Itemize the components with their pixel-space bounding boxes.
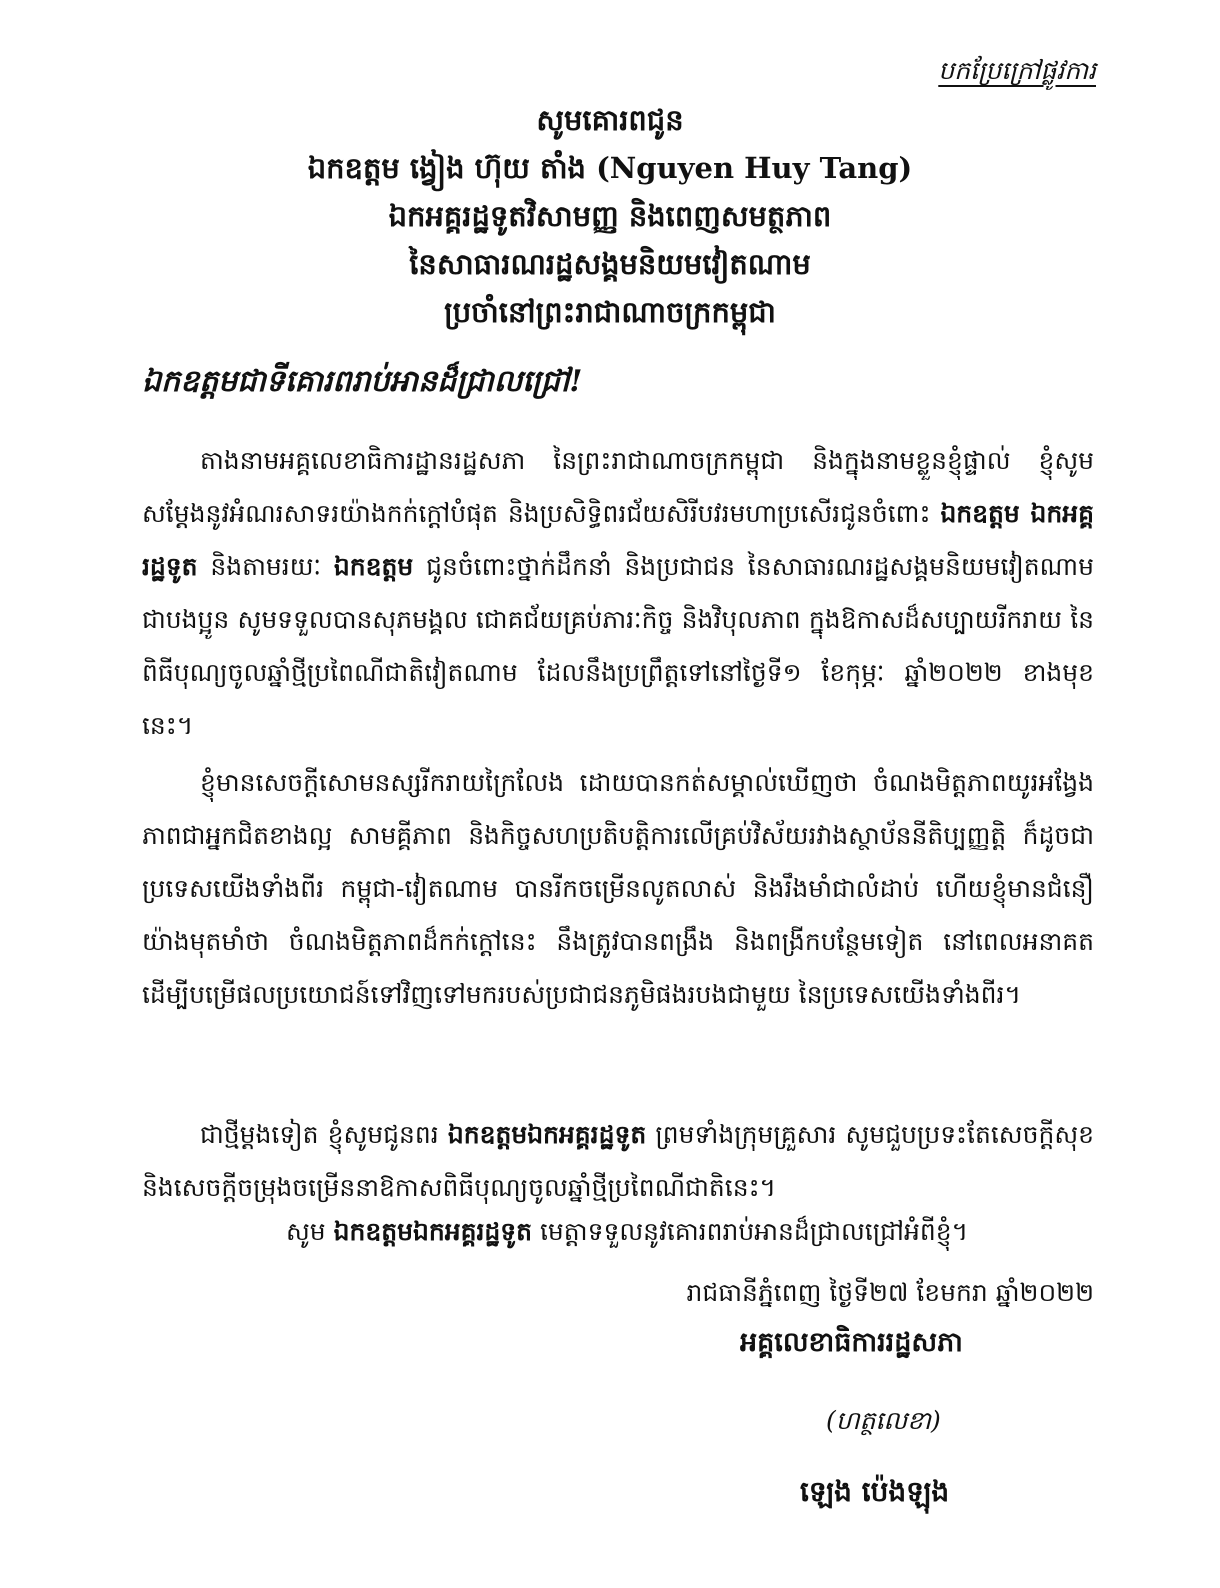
paragraph-1-bold-excellency: ឯកឧត្តម — [333, 552, 414, 581]
paragraph-1 — [142, 434, 1094, 752]
paragraph-2: ខ្ញុំមានសេចក្តីសោមនស្សរីករាយក្រៃលែង ដោយបានកត់សម្គាល់ឃើញថា ចំណងមិត្តភាពយូរអង្វែង ភាពជាអ្នកជិតខាងល្អ សាមគ្គីភាព និងកិច្ចសហប្រតិបត្តិការលើគ្រប់វិស័យរវាងស្ថាប័ននីតិប្បញ្ញត្តិ ក៏ដូចជាប្រទេសយើងទាំងពីរ កម្ពុជា-វៀតណាម បានរីកចម្រើនលូតលាស់ និងរឹងមាំជាលំដាប់ ហើយខ្ញុំមានជំនឿយ៉ាងមុតមាំថា ចំណងមិត្តភាពដ៏កក់ក្តៅនេះ នឹងត្រូវបានពង្រឹង និងពង្រីកបន្ថែមទៀត នៅពេលអនាគត ដើម្បីបម្រើផលប្រយោជន៍ទៅវិញទៅមករបស់ប្រជាជនភូមិផងរបងជាមួយ នៃប្រទេសយើងទាំងពីរ។ — [142, 768, 1094, 1009]
place-date: រាជធានីភ្នំពេញ ថ្ងៃទី២៧ ខែមករា ឆ្នាំ២០២២ — [686, 1278, 1094, 1307]
paragraph-3-bold-ambassador: ឯកឧត្តមឯកអគ្គរដ្ឋទូត — [447, 1120, 647, 1149]
paragraph-3-text-c: ព្រមទាំងក្រុមគ្រួសារ សូមជួបប្រទះតែសេចក្តីសុខ និងសេចក្តីចម្រុងចម្រើននាឱកាសពិធីបុណ្យចូលឆ្នាំថ្មីប្រពៃណីជាតិនេះ។ — [142, 1120, 1095, 1202]
paragraph-1-text-e: ជូនចំពោះថ្នាក់ដឹកនាំ និងប្រជាជន នៃសាធារណរដ្ឋសង្គមនិយមវៀតណាមជាបងប្អូន សូមទទួលបានសុភមង្គល ជោគជ័យគ្រប់ភារៈកិច្ច និងវិបុលភាព ក្នុងឱកាសដ៏សប្បាយរីករាយ នៃពិធីបុណ្យចូលឆ្នាំថ្មីប្រពៃណីជាតិវៀតណាម ដែលនឹងប្រព្រឹត្តទៅនៅថ្ងៃទី១ ខែកុម្ភៈ ឆ្នាំ២០២២ ខាងមុខនេះ។ — [142, 552, 1094, 740]
salutation: ឯកឧត្តមជាទីគោរពរាប់អានដ៏ជ្រាលជ្រៅ! — [142, 364, 583, 399]
closing-text-c: មេត្តាទទួលនូវគោរពរាប់អានដ៏ជ្រាលជ្រៅអំពីខ្ញុំ។ — [539, 1217, 969, 1246]
closing-line — [286, 1205, 968, 1258]
closing-bold-ambassador: ឯកឧត្តមឯកអគ្គរដ្ឋទូត — [333, 1217, 533, 1246]
paragraph-1-text-a: តាងនាមអគ្គលេខាធិការដ្ឋានរដ្ឋសភា នៃព្រះរាជាណាចក្រកម្ពុជា និងក្នុងនាមខ្លួនខ្ញុំផ្ទាល់ ខ្ញុំសូមសម្តែងនូវអំណរសាទរយ៉ាងកក់ក្តៅបំផុត និងប្រសិទ្ធិពរជ័យសិរីបវរមហាប្រសើរជូនចំពោះ — [142, 446, 1094, 528]
signatory-name: ឡេង ប៉េងឡុង — [800, 1475, 950, 1508]
addressee-title: ឯកអគ្គរដ្ឋទូតវិសាមញ្ញ និងពេញសមត្ថភាព — [388, 199, 832, 233]
addressee-country: នៃសាធារណរដ្ឋសង្គមនិយមវៀតណាម — [409, 247, 811, 281]
addressee-greeting: សូមគោរពជូន — [536, 103, 684, 137]
paragraph-3 — [142, 1108, 1094, 1214]
signed-mark: (ហត្ថលេខា) — [826, 1406, 941, 1435]
closing-text-a: សូម — [286, 1217, 326, 1246]
signatory-title: អគ្គលេខាធិការរដ្ឋសភា — [740, 1327, 963, 1358]
addressee-post: ប្រចាំនៅព្រះរាជាណាចក្រកម្ពុជា — [444, 295, 776, 329]
unofficial-translation-note: បកប្រែក្រៅផ្លូវការ — [938, 56, 1096, 85]
addressee-block — [0, 96, 1220, 336]
addressee-name: ឯកឧត្តម ង្វៀង ហ៊ុយ តាំង (Nguyen Huy Tang) — [307, 151, 913, 185]
paragraph-1-text-c: និងតាមរយៈ — [210, 552, 322, 581]
paragraph-1-bold-ambassador: ឯកឧត្តម ឯកអគ្គរដ្ឋទូត — [142, 499, 1095, 581]
paragraph-3-text-a: ជាថ្មីម្តងទៀត ខ្ញុំសូមជូនពរ — [200, 1120, 439, 1149]
